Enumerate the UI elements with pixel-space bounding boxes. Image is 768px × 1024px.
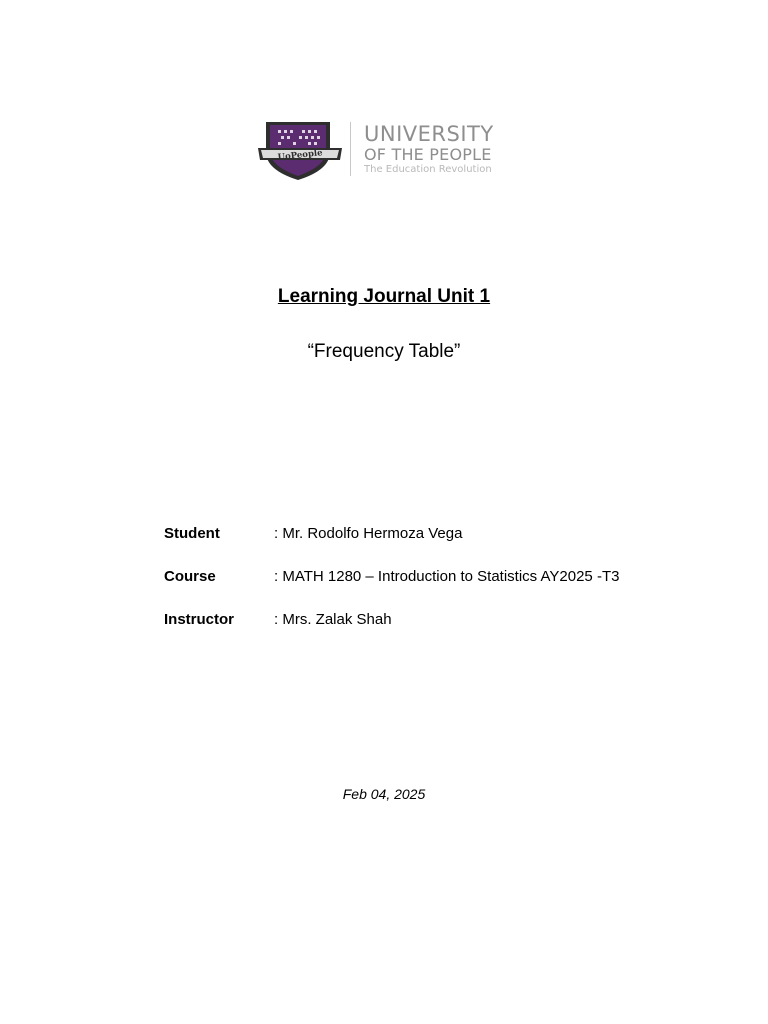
logo-text-line-2: OF THE PEOPLE [364, 145, 492, 164]
logo-badge-text: UoPeople [277, 148, 324, 163]
logo-divider [350, 122, 351, 176]
document-date: Feb 04, 2025 [342, 786, 426, 802]
shield-crest-icon [256, 118, 346, 184]
student-label: Student [164, 525, 220, 542]
document-title: Learning Journal Unit 1 [277, 286, 491, 307]
document-subtitle: “Frequency Table” [307, 341, 461, 362]
student-value: : Mr. Rodolfo Hermoza Vega [274, 525, 463, 542]
logo-tagline: The Education Revolution [364, 164, 492, 175]
course-value: : MATH 1280 – Introduction to Statistics AY2025 -T3 [274, 568, 620, 585]
course-label: Course [164, 568, 216, 585]
university-logo [256, 118, 516, 184]
instructor-label: Instructor [164, 611, 235, 628]
instructor-value: : Mrs. Zalak Shah [274, 611, 392, 628]
logo-text-line-1: UNIVERSITY [364, 122, 494, 146]
